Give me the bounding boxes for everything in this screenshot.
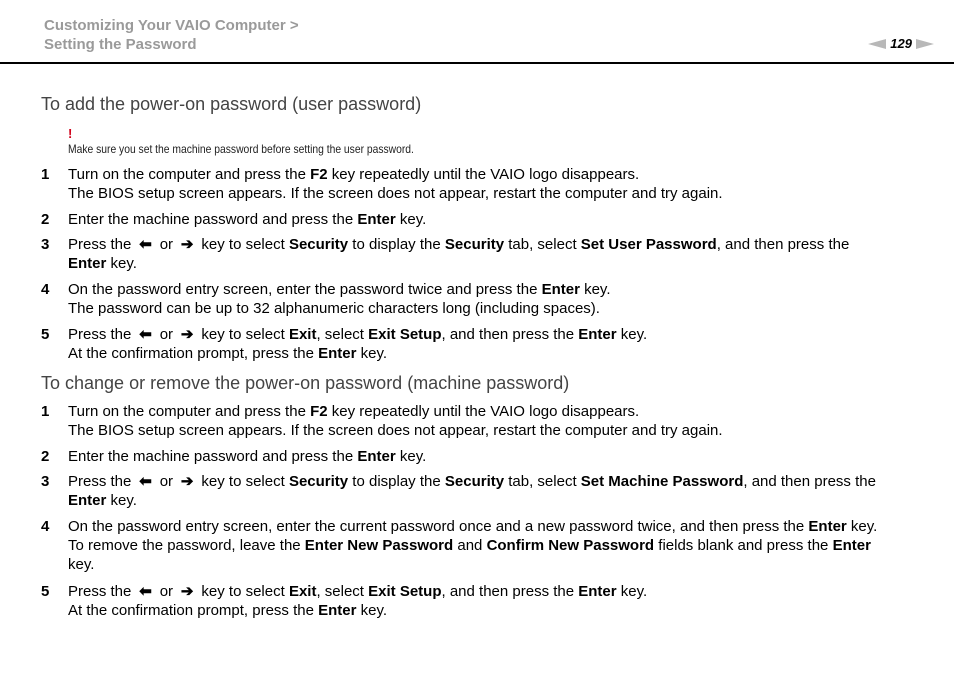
step-number: 4	[41, 281, 50, 298]
field-name: Confirm New Password	[486, 537, 655, 554]
list-item	[41, 210, 921, 229]
right-arrow-key-icon: ➔	[180, 473, 194, 490]
step-text: tab, select	[504, 236, 581, 253]
step-text: Press the	[68, 583, 136, 600]
step-text: On the password entry screen, enter the password twice and press the	[68, 281, 542, 298]
key-name: F2	[310, 166, 328, 183]
step-text: , and then press the	[716, 236, 850, 253]
menu-name: Exit Setup	[368, 326, 442, 343]
key-name: Enter	[318, 345, 357, 362]
previous-page-icon[interactable]	[868, 39, 886, 49]
step-text: tab, select	[504, 473, 581, 490]
step-text: key.	[356, 345, 388, 362]
step-text: key.	[106, 492, 137, 509]
step-text: key.	[846, 518, 878, 535]
header-divider	[0, 62, 954, 64]
list-item	[41, 472, 921, 510]
step-text: or	[155, 473, 178, 490]
field-name: Enter New Password	[304, 537, 454, 554]
step-text: key.	[68, 556, 95, 573]
section-title-change-machine-password: To change or remove the power-on password (machine password)	[41, 373, 570, 393]
step-text: Turn on the computer and press the	[68, 166, 311, 183]
page-number: 129	[890, 36, 912, 51]
step-number: 1	[41, 403, 50, 420]
step-text: Press the	[68, 236, 136, 253]
menu-name: Security	[288, 473, 349, 490]
step-text: or	[155, 236, 178, 253]
step-text: key repeatedly until the VAIO logo disappears.	[327, 403, 640, 420]
left-arrow-key-icon: ⬅	[139, 583, 152, 600]
list-item	[41, 517, 921, 574]
step-text: , and then press the	[743, 473, 876, 490]
list-item	[41, 447, 921, 466]
step-text: to display the	[348, 473, 445, 490]
step-text: key.	[356, 602, 388, 619]
step-number: 5	[41, 583, 50, 600]
step-text: At the confirmation prompt, press the	[68, 602, 319, 619]
step-text: key.	[579, 281, 611, 298]
step-text: key.	[395, 448, 427, 465]
list-item	[41, 402, 921, 440]
step-number: 5	[41, 326, 50, 343]
step-text: At the confirmation prompt, press the	[68, 345, 319, 362]
page-navigation	[868, 36, 934, 51]
step-text: Press the	[68, 473, 136, 490]
step-number: 2	[41, 448, 50, 465]
step-text: key.	[616, 583, 648, 600]
key-name: Enter	[578, 326, 617, 343]
list-item	[41, 280, 921, 318]
step-text: , and then press the	[441, 326, 579, 343]
key-name: Enter	[578, 583, 617, 600]
next-page-icon[interactable]	[916, 39, 934, 49]
step-text: key to select	[197, 473, 289, 490]
step-text: , and then press the	[441, 583, 579, 600]
step-text: key to select	[197, 326, 289, 343]
warning-note	[68, 127, 470, 157]
menu-name: Exit	[288, 326, 317, 343]
left-arrow-key-icon: ⬅	[139, 473, 152, 490]
list-item	[41, 325, 921, 363]
breadcrumb	[44, 16, 299, 54]
step-text: The BIOS setup screen appears. If the screen does not appear, restart the computer and try again.	[68, 185, 723, 202]
step-text: or	[155, 583, 178, 600]
step-number: 4	[41, 518, 50, 535]
menu-name: Set Machine Password	[580, 473, 744, 490]
step-text: or	[155, 326, 178, 343]
step-text: key to select	[197, 583, 289, 600]
step-text: Enter the machine password and press the	[68, 448, 358, 465]
breadcrumb-parent[interactable]: Customizing Your VAIO Computer >	[44, 17, 299, 34]
key-name: Enter	[68, 492, 107, 509]
step-text: key repeatedly until the VAIO logo disappears.	[327, 166, 640, 183]
key-name: Enter	[357, 448, 396, 465]
section-title-add-user-password: To add the power-on password (user password)	[41, 94, 422, 114]
breadcrumb-current: Setting the Password	[44, 36, 197, 53]
list-item	[41, 165, 921, 203]
key-name: Enter	[541, 281, 580, 298]
step-text: key.	[106, 255, 137, 272]
step-text: key.	[616, 326, 648, 343]
key-name: Enter	[832, 537, 871, 554]
step-number: 3	[41, 236, 50, 253]
right-arrow-key-icon: ➔	[180, 236, 194, 253]
step-text: Enter the machine password and press the	[68, 211, 358, 228]
step-text: key.	[395, 211, 427, 228]
warning-text: Make sure you set the machine password before setting the user password.	[68, 142, 414, 156]
menu-name: Security	[288, 236, 349, 253]
menu-name: Exit	[288, 583, 317, 600]
step-number: 3	[41, 473, 50, 490]
warning-icon: !	[68, 126, 73, 141]
key-name: F2	[310, 403, 328, 420]
left-arrow-key-icon: ⬅	[139, 236, 152, 253]
step-number: 2	[41, 211, 50, 228]
left-arrow-key-icon: ⬅	[139, 326, 152, 343]
key-name: Enter	[808, 518, 847, 535]
step-text: Turn on the computer and press the	[68, 403, 311, 420]
step-text: and	[453, 537, 487, 554]
list-item	[41, 582, 921, 620]
step-text: The password can be up to 32 alphanumeric characters long (including spaces).	[68, 300, 600, 317]
step-text: The BIOS setup screen appears. If the screen does not appear, restart the computer and try again.	[68, 422, 723, 439]
key-name: Enter	[68, 255, 107, 272]
step-text: To remove the password, leave the	[68, 537, 305, 554]
right-arrow-key-icon: ➔	[180, 583, 194, 600]
key-name: Enter	[318, 602, 357, 619]
key-name: Enter	[357, 211, 396, 228]
step-text: , select	[316, 326, 369, 343]
right-arrow-key-icon: ➔	[180, 326, 194, 343]
menu-name: Security	[444, 236, 505, 253]
step-number: 1	[41, 166, 50, 183]
menu-name: Security	[444, 473, 505, 490]
step-text: , select	[316, 583, 369, 600]
list-item	[41, 235, 921, 273]
step-text: On the password entry screen, enter the current password once and a new password twice, and then press the	[68, 518, 809, 535]
menu-name: Exit Setup	[368, 583, 442, 600]
menu-name: Set User Password	[580, 236, 717, 253]
step-text: key to select	[197, 236, 289, 253]
step-text: fields blank and press the	[654, 537, 833, 554]
step-text: to display the	[348, 236, 445, 253]
step-text: Press the	[68, 326, 136, 343]
